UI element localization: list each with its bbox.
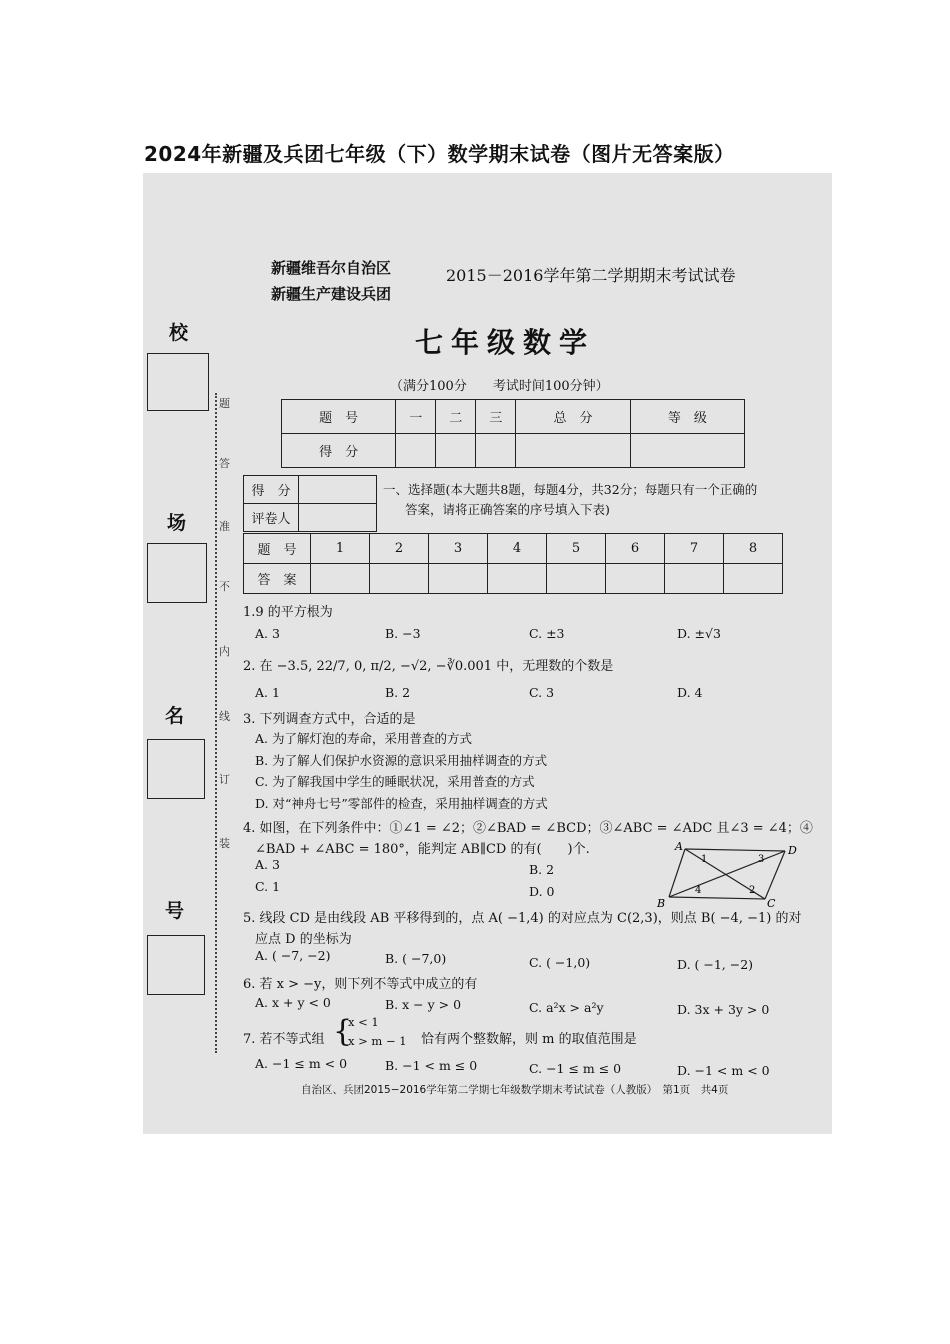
binding-char: 内: [219, 645, 230, 658]
question-7-stem-tail: 恰有两个整数解，则 m 的取值范围是: [421, 1032, 637, 1047]
sidebar-label-room: 场: [167, 512, 187, 534]
answer-table-cell: [370, 564, 429, 594]
score-table-cell: 一: [396, 400, 436, 434]
score-table-cell: 得 分: [282, 434, 396, 468]
score-table-cell: [516, 434, 630, 468]
question-4-stem-line-2: ∠BAD + ∠ABC = 180°，能判定 AB∥CD 的有( )个.: [255, 842, 590, 857]
system-inequality-2: x > m − 1: [348, 1034, 407, 1048]
question-2-option: B. 2: [385, 685, 411, 700]
answer-table-cell: [429, 564, 488, 594]
question-1-option: D. ±√3: [677, 626, 721, 641]
question-7-option: D. −1 < m < 0: [677, 1063, 770, 1078]
question-5-option: B. ( −7,0): [385, 951, 447, 966]
binding-char: 不: [219, 580, 230, 593]
question-6-option: D. 3x + 3y > 0: [677, 1002, 770, 1017]
question-3-option: D. 对“神舟七号”零部件的检查，采用抽样调查的方式: [255, 796, 548, 811]
answer-table-cell: [724, 564, 783, 594]
score-table-cell: [396, 434, 436, 468]
figure-label-c: C: [767, 897, 776, 910]
exam-meta: （满分100分 考试时间100分钟）: [390, 379, 609, 394]
score-table-cell: [476, 434, 516, 468]
question-4-option: A. 3: [255, 857, 280, 872]
question-5-option: D. ( −1, −2): [677, 957, 754, 972]
answer-table-cell: 1: [311, 534, 370, 564]
answer-table-cell: [606, 564, 665, 594]
system-brace: {: [333, 1014, 353, 1049]
question-2-option: A. 1: [255, 685, 280, 700]
question-2-option: D. 4: [677, 685, 703, 700]
question-5-option: A. ( −7, −2): [255, 948, 331, 963]
figure-angle-4: 4: [695, 885, 702, 896]
figure-label-b: B: [657, 897, 666, 910]
figure-angle-1: 1: [701, 854, 708, 865]
question-4-option: C. 1: [255, 879, 281, 894]
question-6-option: A. x + y < 0: [255, 995, 331, 1010]
question-7-stem: 7. 若不等式组: [243, 1032, 325, 1047]
binding-char: 答: [219, 457, 230, 470]
question-5-stem: 5. 线段 CD 是由线段 AB 平移得到的，点 A( −1,4) 的对应点为 C(2,3)，则点 B( −4, −1) 的对: [243, 911, 802, 926]
question-6-option: B. x − y > 0: [385, 997, 462, 1012]
figure-edge-bc: [669, 897, 765, 899]
question-3-option: B. 为了解人们保护水资源的意识采用抽样调查的方式: [255, 753, 548, 768]
grader-table-cell: [299, 476, 377, 504]
score-table-cell: 三: [476, 400, 516, 434]
binding-line: [215, 393, 217, 1053]
question-3-stem: 3. 下列调查方式中，合适的是: [243, 712, 416, 727]
answer-table-cell: 7: [665, 534, 724, 564]
exam-title: 2015－2016学年第二学期期末考试试卷: [446, 266, 736, 285]
question-4-option: D. 0: [529, 884, 555, 899]
question-5-stem-line-2: 应点 D 的坐标为: [255, 932, 352, 947]
question-1-stem: 1.9 的平方根为: [243, 605, 333, 620]
answer-table-cell: 4: [488, 534, 547, 564]
question-3-option: C. 为了解我国中学生的睡眠状况，采用普查的方式: [255, 774, 535, 789]
answer-table-cell: 6: [606, 534, 665, 564]
sidebar-label-number: 号: [165, 900, 185, 922]
figure-angle-3: 3: [758, 854, 765, 865]
answer-table-cell: 8: [724, 534, 783, 564]
binding-char: 线: [219, 710, 230, 723]
answer-table-cell: 2: [370, 534, 429, 564]
answer-table-cell: [665, 564, 724, 594]
room-field-box: [147, 543, 207, 603]
question-2-option: C. 3: [529, 685, 555, 700]
system-inequality-1: x < 1: [348, 1015, 379, 1029]
score-table-cell: [630, 434, 744, 468]
question-1-option: B. −3: [385, 626, 421, 641]
question-7-option: C. −1 ≤ m ≤ 0: [529, 1061, 622, 1076]
question-3-option: A. 为了解灯泡的寿命，采用普查的方式: [255, 731, 472, 746]
question-2-stem: 2. 在 −3.5, 22/7, 0, π/2, −√2, −∛0.001 中，无理数的个数是: [243, 659, 614, 674]
score-table: [281, 399, 745, 468]
score-table-cell: [436, 434, 476, 468]
question-6-stem: 6. 若 x > −y，则下列不等式中成立的有: [243, 977, 478, 992]
section-heading-line-2: 答案，请将正确答案的序号填入下表): [405, 502, 610, 517]
figure-angle-2: 2: [749, 885, 756, 896]
question-4-stem: 4. 如图，在下列条件中：①∠1 = ∠2；②∠BAD = ∠BCD；③∠ABC = ∠ADC 且∠3 = ∠4；④: [243, 821, 813, 836]
figure-label-a: A: [675, 841, 683, 853]
answer-table-cell: 3: [429, 534, 488, 564]
section-heading-line-1: 一、选择题(本大题共8题，每题4分，共32分；每题只有一个正确的: [383, 482, 758, 497]
parallelogram-figure: [655, 841, 801, 911]
question-7-option: A. −1 ≤ m < 0: [255, 1056, 348, 1071]
sidebar-label-name: 名: [165, 705, 185, 727]
number-field-box: [147, 935, 205, 995]
grader-table-cell: 评卷人: [244, 504, 299, 532]
issuer-line-2: 新疆生产建设兵团: [271, 285, 392, 303]
exam-paper-photo: [143, 173, 832, 1134]
score-table-cell: 总 分: [516, 400, 630, 434]
grader-table-cell: [299, 504, 377, 532]
binding-char: 订: [219, 773, 230, 786]
document-title: 2024年新疆及兵团七年级（下）数学期末试卷（图片无答案版）: [144, 142, 735, 166]
figure-label-d: D: [788, 844, 797, 857]
figure-diagonal-bd: [669, 851, 785, 897]
figure-edge-ab: [669, 849, 685, 897]
figure-edge-ad: [685, 849, 785, 851]
question-5-option: C. ( −1,0): [529, 955, 591, 970]
answer-table-cell: 答 案: [244, 564, 311, 594]
answer-table-cell: [311, 564, 370, 594]
school-field-box: [147, 353, 209, 411]
question-6-option: C. a²x > a²y: [529, 1000, 604, 1015]
score-table-cell: 等 级: [630, 400, 744, 434]
question-1-option: C. ±3: [529, 626, 565, 641]
answer-table-cell: [488, 564, 547, 594]
sidebar-label-school: 校: [169, 322, 189, 344]
answer-table-cell: 题 号: [244, 534, 311, 564]
question-1-option: A. 3: [255, 626, 280, 641]
name-field-box: [147, 739, 205, 799]
answer-table-cell: [547, 564, 606, 594]
score-table-cell: 题 号: [282, 400, 396, 434]
exam-paper: [143, 173, 832, 1134]
binding-char: 准: [219, 520, 230, 533]
subject-title: 七年级数学: [415, 326, 596, 359]
binding-char: 装: [219, 837, 230, 850]
issuer-line-1: 新疆维吾尔自治区: [271, 259, 392, 277]
question-7-option: B. −1 < m ≤ 0: [385, 1058, 478, 1073]
grader-table-cell: 得 分: [244, 476, 299, 504]
answer-table-cell: 5: [547, 534, 606, 564]
question-4-option: B. 2: [529, 862, 555, 877]
answer-table: [243, 533, 783, 594]
binding-char: 题: [219, 397, 230, 410]
page-footer: 自治区、兵团2015−2016学年第二学期七年级数学期末考试试卷（人教版） 第1页 共4页: [301, 1084, 729, 1096]
grader-table: [243, 475, 377, 532]
score-table-cell: 二: [436, 400, 476, 434]
